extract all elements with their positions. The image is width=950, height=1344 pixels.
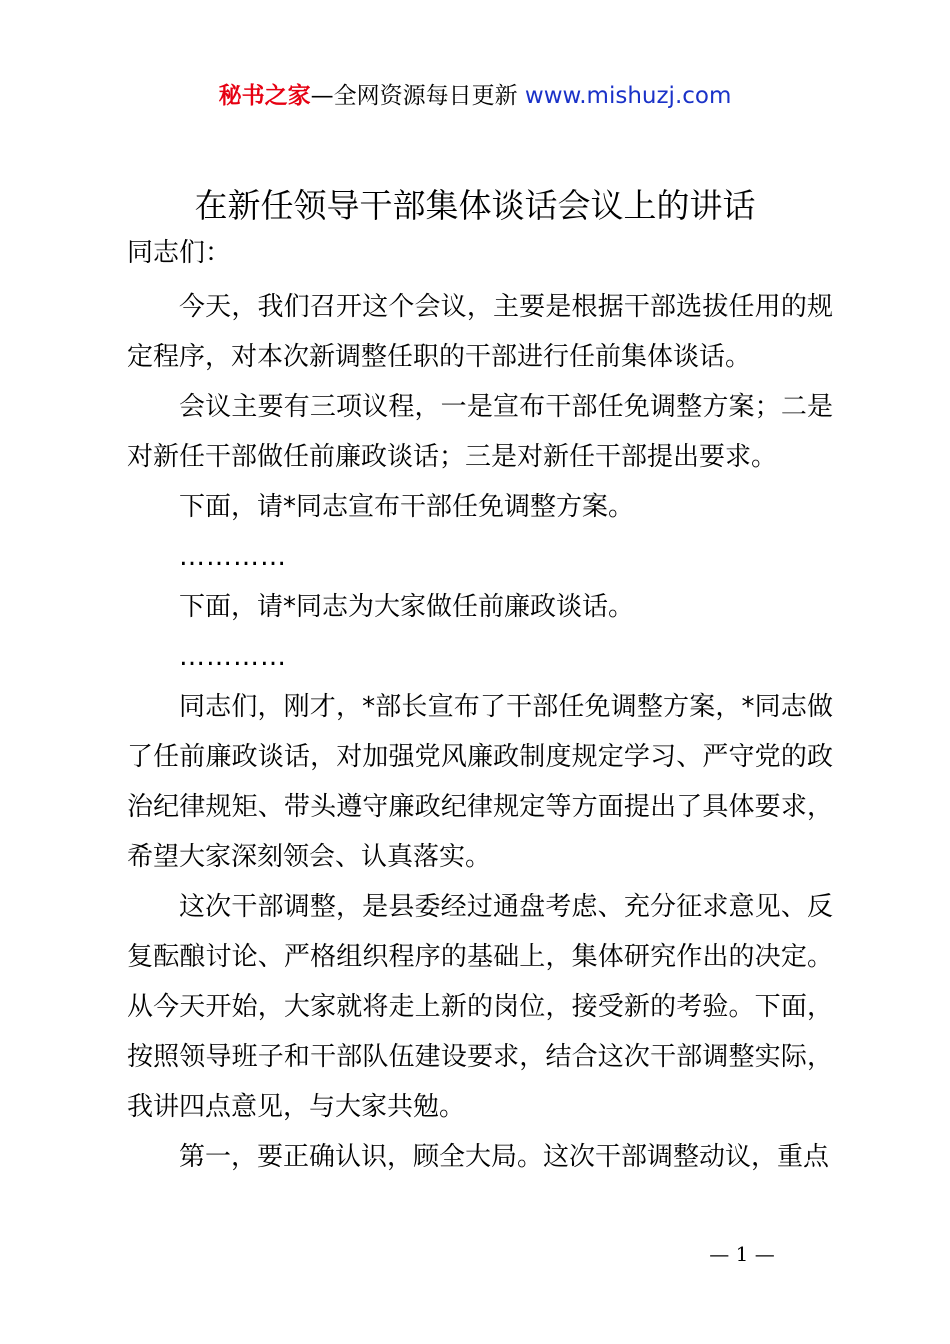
site-brand: 秘书之家 (218, 83, 311, 109)
salutation: 同志们： (127, 238, 232, 268)
paragraph-3: 下面，请*同志宣布干部任免调整方案。 (179, 492, 635, 522)
paragraph-5: 同志们，刚才，*部长宣布了干部任免调整方案，*同志做了任前廉政谈话，对加强党风廉政制度规定学习、严守党的政治纪律规矩、带头遵守廉政纪律规定等方面提出了具体要求，希望大家深刻领会、认真落实。 (127, 692, 833, 872)
site-url[interactable]: www.mishuzj.com (524, 83, 732, 109)
ellipsis-1: ………… (179, 542, 287, 572)
site-header (0, 80, 950, 112)
paragraph-1: 今天，我们召开这个会议，主要是根据干部选拔任用的规定程序，对本次新调整任职的干部进行任前集体谈话。 (127, 292, 833, 372)
paragraph-4: 下面，请*同志为大家做任前廉政谈话。 (179, 592, 635, 622)
site-tagline: —全网资源每日更新 (310, 83, 525, 109)
ellipsis-2: ………… (179, 642, 287, 672)
paragraph-7: 第一，要正确认识，顾全大局。这次干部调整动议，重点 (179, 1142, 830, 1172)
document-title: 在新任领导干部集体谈话会议上的讲话 (194, 186, 756, 225)
document-body (127, 232, 833, 1182)
paragraph-6: 这次干部调整，是县委经过通盘考虑、充分征求意见、反复酝酿讨论、严格组织程序的基础上，集体研究作出的决定。从今天开始，大家就将走上新的岗位，接受新的考验。下面，按照领导班子和干部队伍建设要求，结合这次干部调整实际，我讲四点意见，与大家共勉。 (127, 892, 833, 1122)
paragraph-2: 会议主要有三项议程，一是宣布干部任免调整方案；二是对新任干部做任前廉政谈话；三是对新任干部提出要求。 (127, 392, 833, 472)
page-number: — 1 — (709, 1242, 775, 1266)
